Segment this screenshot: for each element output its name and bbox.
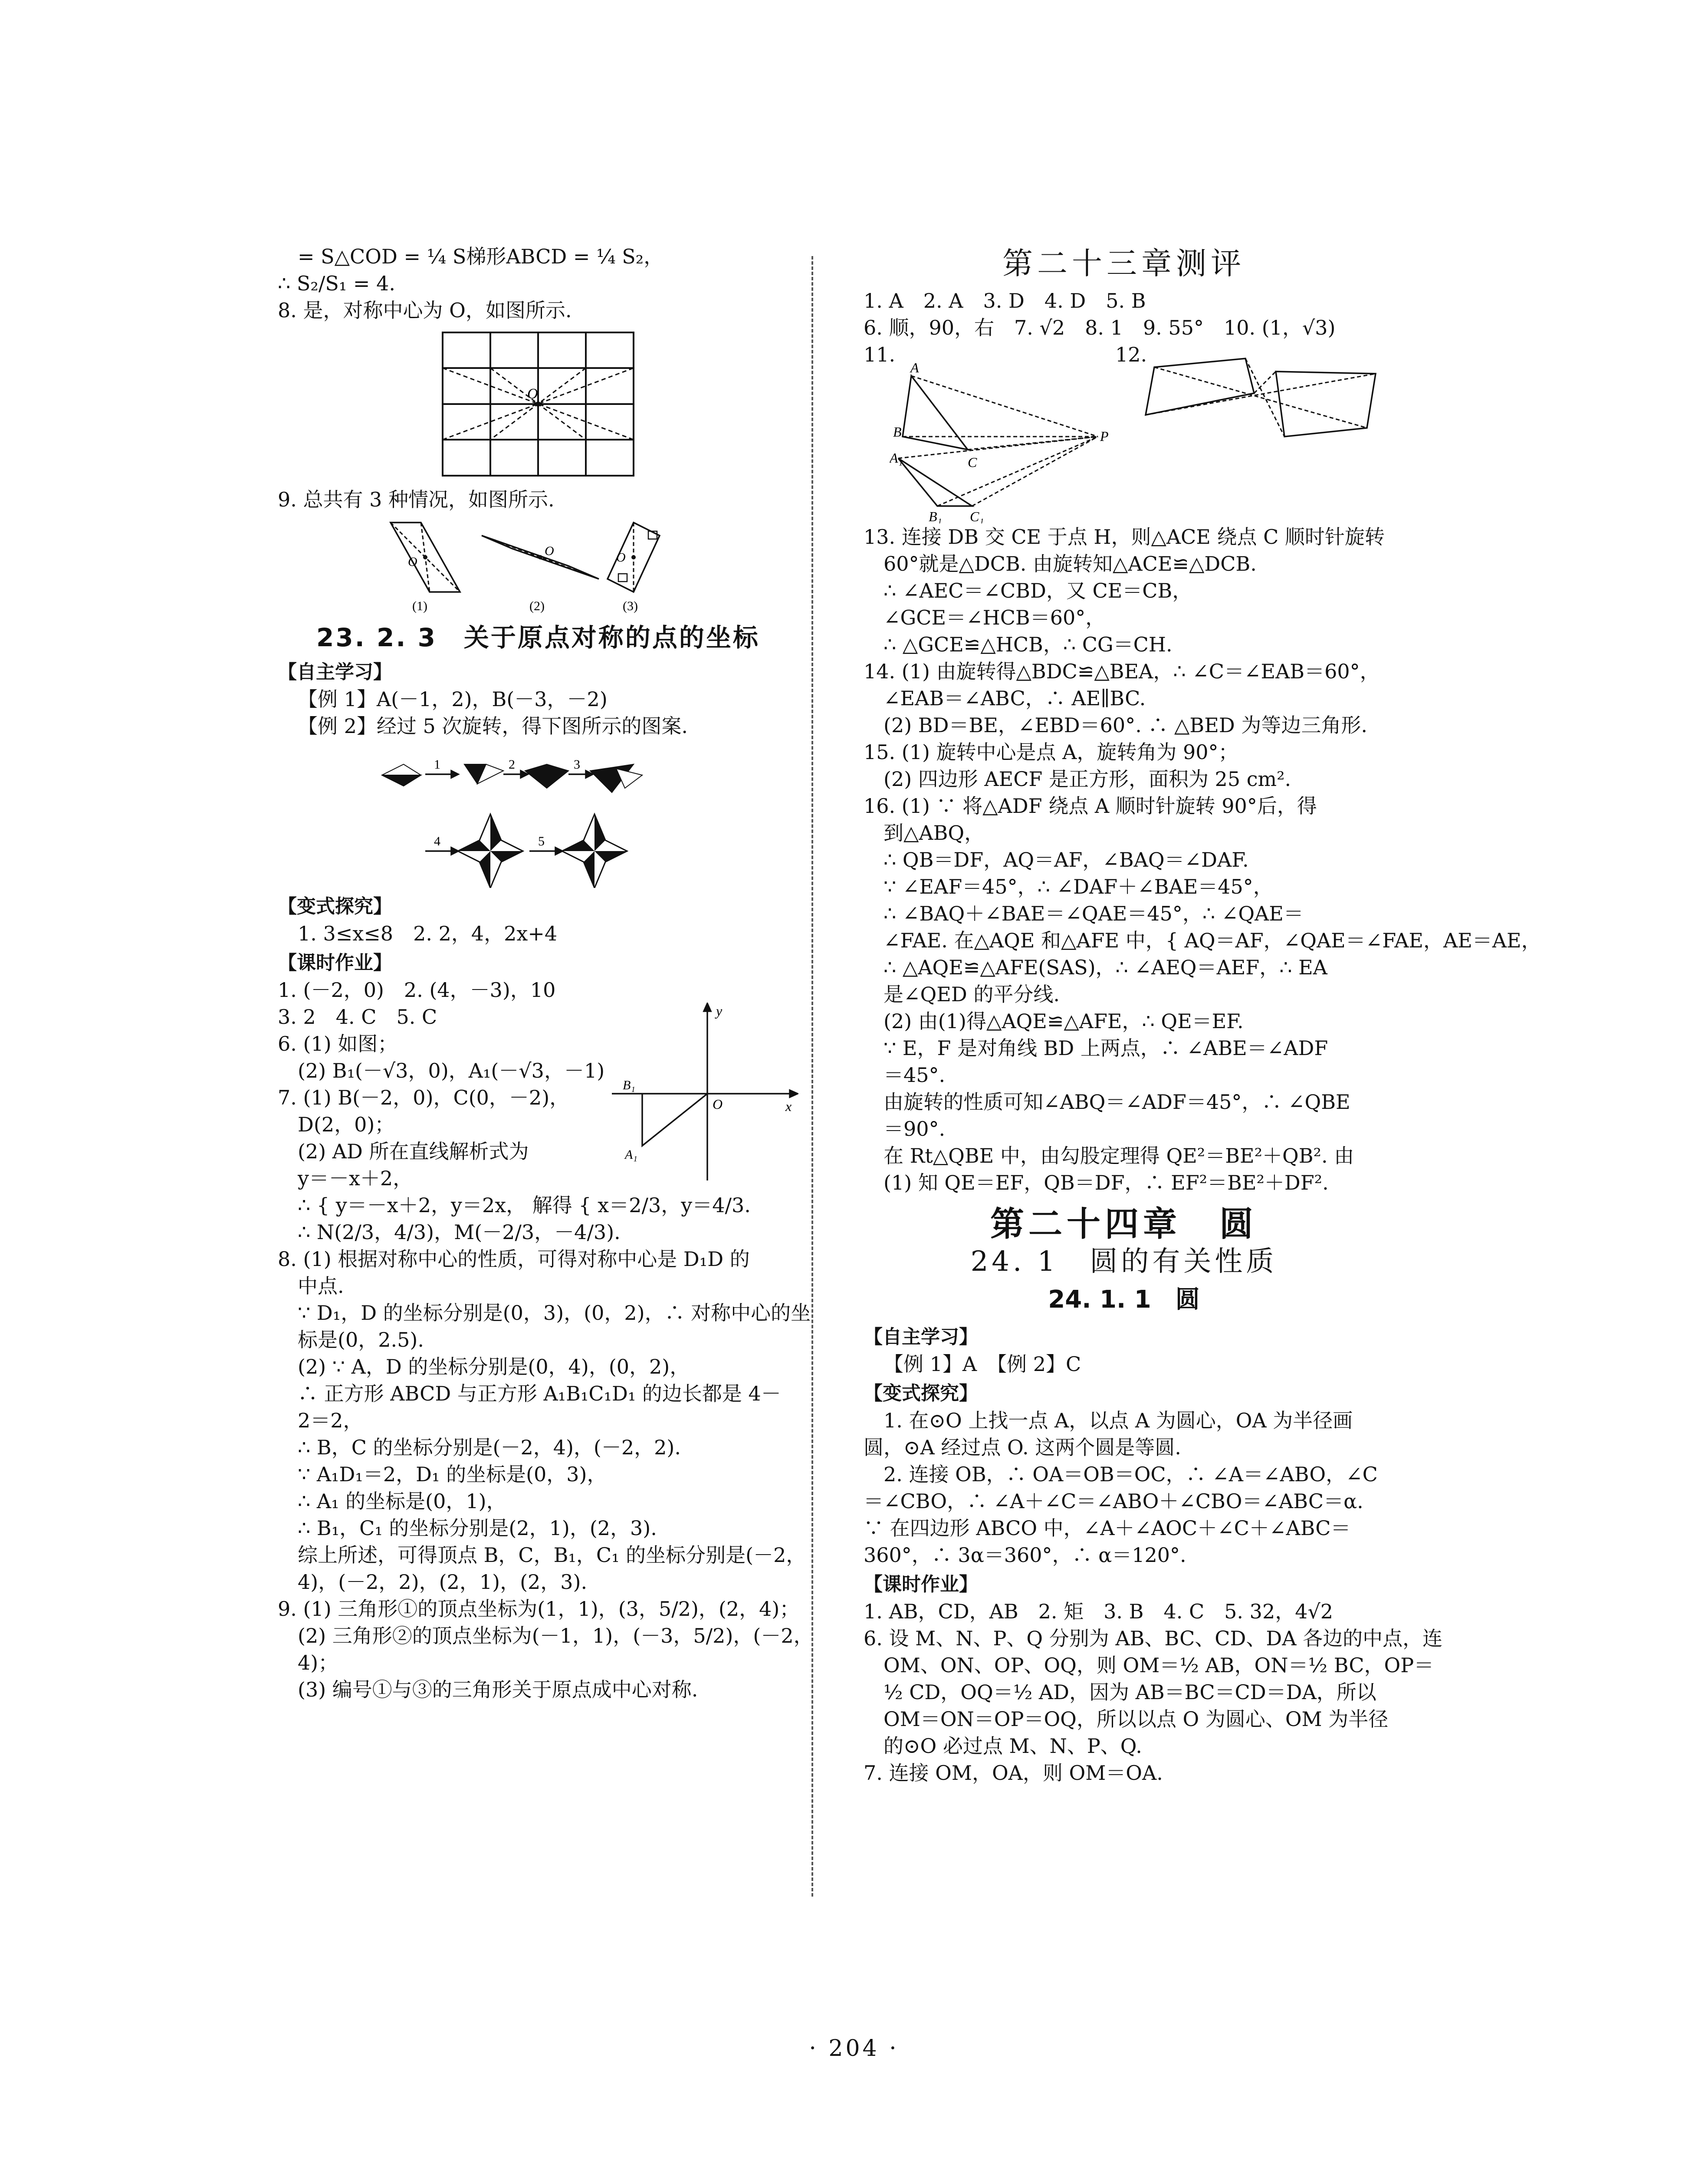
column-divider (811, 256, 813, 1897)
variant-answer: 1. 3≤x≤8 2. 2，4，2x+4 (298, 922, 558, 945)
section-24-1-title: 24. 1 圆的有关性质 (970, 1246, 1278, 1278)
q13: ∴ ∠AEC＝∠CBD，又 CE＝CB， (884, 579, 1192, 602)
rot-step-1: 1 (434, 757, 440, 772)
q13: ∴ △GCE≌△HCB，∴ CG＝CH. (884, 633, 1173, 656)
case3-o: O (616, 550, 626, 565)
q16: (2) 由(1)得△AQE≌△AFE，∴ QE＝EF. (884, 1009, 1244, 1033)
hw24-line: OM、ON、OP、OQ，则 OM＝½ AB，ON＝½ BC，OP＝ (884, 1654, 1434, 1677)
hw-line: 9. (1) 三角形①的顶点坐标为(1，1)，(3，5/2)，(2，4)； (278, 1597, 800, 1621)
rot-step-3: 3 (574, 757, 580, 772)
homework-block (278, 976, 814, 1703)
hw-line: 2＝2， (298, 1409, 363, 1432)
hw-line: 标是(0，2.5). (298, 1328, 424, 1351)
hw-line: ∴ A₁ 的坐标是(0，1)， (298, 1489, 506, 1513)
q14: (2) BD＝BE，∠EBD＝60°. ∴ △BED 为等边三角形. (884, 713, 1367, 737)
example-2: 【例 2】经过 5 次旋转，得下图所示的图案. (298, 714, 688, 738)
fig11-B1: B₁ (929, 509, 942, 523)
q16: 16. (1) ∵ 将△ADF 绕点 A 顺时针旋转 90°后，得 (864, 794, 1317, 818)
chapter-23-test-title: 第二十三章测评 (1002, 246, 1245, 281)
case2-label: (2) (529, 599, 545, 613)
hw-line: (3) 编号①与③的三角形关于原点成中心对称. (298, 1678, 698, 1701)
hw-line: 3. 2 4. C 5. C (278, 1005, 437, 1029)
hw-line: 4)，(－2，2)，(2，1)，(2，3). (298, 1570, 588, 1594)
q16: 是∠QED 的平分线. (884, 983, 1060, 1006)
label-11: 11. (864, 343, 896, 366)
figure-11 (890, 363, 1115, 523)
grid-figure (438, 329, 638, 481)
hw-line: 7. (1) B(－2，0)，C(0，－2)， (278, 1086, 570, 1109)
hw-line: (2) B₁(－√3，0)，A₁(－√3，－1) (298, 1059, 605, 1082)
variant-line: 360°，∴ 3α＝360°，∴ α＝120°. (864, 1543, 1186, 1567)
page-number: · 204 · (809, 2035, 899, 2062)
hw-line: y＝－x＋2， (298, 1167, 413, 1190)
variant-line: 圆，⊙A 经过点 O. 这两个圆是等圆. (864, 1436, 1181, 1459)
origin-label: O (713, 1096, 723, 1112)
examples-24: 【例 1】A 【例 2】C (884, 1352, 1081, 1376)
section-title: 23. 2. 3 关于原点对称的点的坐标 (316, 623, 760, 652)
label-12: 12. (1115, 343, 1147, 366)
tag-self-study: 【自主学习】 (278, 661, 392, 683)
hw-line: ∴ B，C 的坐标分别是(－2，4)，(－2，2). (298, 1436, 681, 1459)
hw24-line: 的⊙O 必过点 M、N、P、Q. (884, 1734, 1142, 1758)
q16: ∴ QB＝DF，AQ＝AF，∠BAQ＝∠DAF. (884, 848, 1249, 871)
hw-line: ∴ B₁，C₁ 的坐标分别是(2，1)，(2，3). (298, 1516, 657, 1540)
hw24-line: 7. 连接 OM，OA，则 OM＝OA. (864, 1761, 1163, 1785)
hw24-line: 6. 设 M、N、P、Q 分别为 AB、BC、CD、DA 各边的中点，连 (864, 1627, 1443, 1650)
three-cases-figure (373, 518, 703, 614)
fig11-A: A (910, 363, 919, 375)
hw-line: 1. (－2，0) 2. (4，－3)，10 (278, 978, 556, 1002)
hw-line: D(2，0)； (298, 1113, 395, 1136)
hw-line: 4)； (298, 1651, 338, 1674)
hw24-line: OM＝ON＝OP＝OQ，所以以点 O 为圆心、OM 为半径 (884, 1707, 1389, 1731)
hw-line: ∵ D₁，D 的坐标分别是(0，3)，(0，2)，∴ 对称中心的坐 (298, 1301, 811, 1325)
q14: 14. (1) 由旋转得△BDC≌△BEA，∴ ∠C＝∠EAB＝60°， (864, 660, 1380, 683)
case1-label: (1) (412, 599, 427, 613)
fig11-A1: A₁ (890, 450, 903, 466)
fig11-C1: C₁ (970, 509, 984, 523)
q13: 60°就是△DCB. 由旋转知△ACE≌△DCB. (884, 552, 1257, 575)
tag-variant-2: 【变式探究】 (864, 1382, 978, 1404)
q16: ∴ ∠BAQ＋∠BAE＝∠QAE＝45°，∴ ∠QAE＝ (884, 902, 1304, 925)
variant-line: ∵ 在四边形 ABCO 中，∠A＋∠AOC＋∠C＋∠ABC＝ (864, 1516, 1351, 1540)
answer-9: 9. 总共有 3 种情况，如图所示. (278, 488, 555, 511)
q16: 到△ABQ， (884, 821, 985, 845)
hw-line: ∴ N(2/3，4/3)，M(－2/3，－4/3). (298, 1220, 621, 1244)
formula-line: = S△COD = ¼ S梯形ABCD = ¼ S₂， (298, 245, 664, 268)
tag-self-study-2: 【自主学习】 (864, 1326, 978, 1348)
right-column (864, 243, 1541, 1786)
y-axis-label: y (716, 1003, 723, 1019)
a1-label: A₁ (625, 1147, 637, 1162)
answer-8: 8. 是，对称中心为 O，如图所示. (278, 299, 572, 322)
test-line: 6. 顺，90，右 7. √2 8. 1 9. 55° 10. (1，√3) (864, 316, 1336, 339)
case3-label: (3) (623, 599, 638, 613)
figures-11-12 (864, 341, 1384, 523)
grid-center-label: O (527, 386, 538, 402)
hw-line: 8. (1) 根据对称中心的性质，可得对称中心是 D₁D 的 (278, 1247, 750, 1271)
x-axis-label: x (785, 1098, 792, 1114)
rot-step-4: 4 (434, 834, 440, 848)
fig11-B: B (893, 424, 902, 440)
hw-line: ∵ A₁D₁＝2，D₁ 的坐标是(0，3)， (298, 1463, 607, 1486)
hw-line: ∴ { y＝－x＋2，y＝2x， 解得 { x＝2/3，y＝4/3. (298, 1194, 751, 1217)
q16: 在 Rt△QBE 中，由勾股定理得 QE²＝BE²＋QB². 由 (884, 1144, 1354, 1167)
rotation-pattern-figure (373, 745, 703, 888)
tag-homework-2: 【课时作业】 (864, 1573, 978, 1595)
q16: ∵ E，F 是对角线 BD 上两点，∴ ∠ABE＝∠ADF (884, 1036, 1328, 1060)
rot-step-5: 5 (538, 834, 545, 848)
q16: ∵ ∠EAF＝45°，∴ ∠DAF＋∠BAE＝45°， (884, 875, 1273, 898)
hw24-line: 1. AB，CD，AB 2. 矩 3. B 4. C 5. 32，4√2 (864, 1600, 1334, 1623)
fig11-C: C (968, 454, 977, 470)
figure-12 (1141, 350, 1384, 454)
hw-line: (2) AD 所在直线解析式为 (298, 1140, 529, 1163)
fig11-P: P (1100, 428, 1109, 444)
q14: ∠EAB＝∠ABC，∴ AE∥BC. (884, 687, 1146, 710)
q16: ＝90°. (884, 1117, 946, 1141)
q16: ∠FAE. 在△AQE 和△AFE 中，{ AQ＝AF，∠QAE＝∠FAE，AE＝AE， (884, 929, 1541, 952)
left-column (278, 243, 814, 1703)
variant-line: 1. 在⊙O 上找一点 A，以点 A 为圆心，OA 为半径画 (884, 1409, 1353, 1432)
q16: (1) 知 QE＝EF，QB＝DF，∴ EF²＝BE²＋DF². (884, 1171, 1329, 1194)
hw-line: (2) 三角形②的顶点坐标为(－1，1)，(－3，5/2)，(－2， (298, 1624, 814, 1647)
b1-label: B₁ (623, 1078, 635, 1092)
hw-line: ∴ 正方形 ABCD 与正方形 A₁B₁C₁D₁ 的边长都是 4－ (298, 1382, 781, 1405)
chapter-24-title: 第二十四章 圆 (990, 1205, 1258, 1244)
example-1: 【例 1】A(－1，2)，B(－3，－2) (298, 687, 608, 711)
coordinate-figure (599, 1003, 798, 1185)
variant-line: 2. 连接 OB，∴ OA＝OB＝OC，∴ ∠A＝∠ABO，∠C (884, 1463, 1378, 1486)
hw-line: (2) ∵ A，D 的坐标分别是(0，4)，(0，2)， (298, 1355, 690, 1378)
hw24-line: ½ CD，OQ＝½ AD，因为 AB＝BC＝CD＝DA，所以 (884, 1680, 1376, 1704)
hw-line: 6. (1) 如图； (278, 1032, 398, 1055)
tag-variant: 【变式探究】 (278, 895, 392, 917)
q15: 15. (1) 旋转中心是点 A，旋转角为 90°； (864, 740, 1238, 764)
variant-line: ＝∠CBO，∴ ∠A＋∠C＝∠ABO＋∠CBO＝∠ABC＝α. (864, 1489, 1363, 1513)
q13: ∠GCE＝∠HCB＝60°， (884, 606, 1106, 629)
case1-o: O (408, 555, 417, 569)
q16: 由旋转的性质可知∠ABQ＝∠ADF＝45°，∴ ∠QBE (884, 1090, 1350, 1114)
case2-o: O (545, 544, 554, 558)
q16: ＝45°. (884, 1063, 946, 1087)
q15: (2) 四边形 AECF 是正方形，面积为 25 cm². (884, 767, 1291, 791)
test-line: 1. A 2. A 3. D 4. D 5. B (864, 289, 1146, 312)
q16: ∴ △AQE≌△AFE(SAS)，∴ ∠AEQ＝AEF，∴ EA (884, 956, 1327, 979)
hw-line: 综上所述，可得顶点 B，C，B₁，C₁ 的坐标分别是(－2， (298, 1543, 806, 1567)
rot-step-2: 2 (509, 757, 515, 772)
hw-line: 中点. (298, 1274, 344, 1298)
tag-homework: 【课时作业】 (278, 952, 392, 974)
formula-line: ∴ S₂/S₁ = 4. (278, 272, 395, 295)
q13: 13. 连接 DB 交 CE 于点 H，则△ACE 绕点 C 顺时针旋转 (864, 525, 1385, 549)
subsection-24-1-1-title: 24. 1. 1 圆 (1048, 1286, 1200, 1314)
